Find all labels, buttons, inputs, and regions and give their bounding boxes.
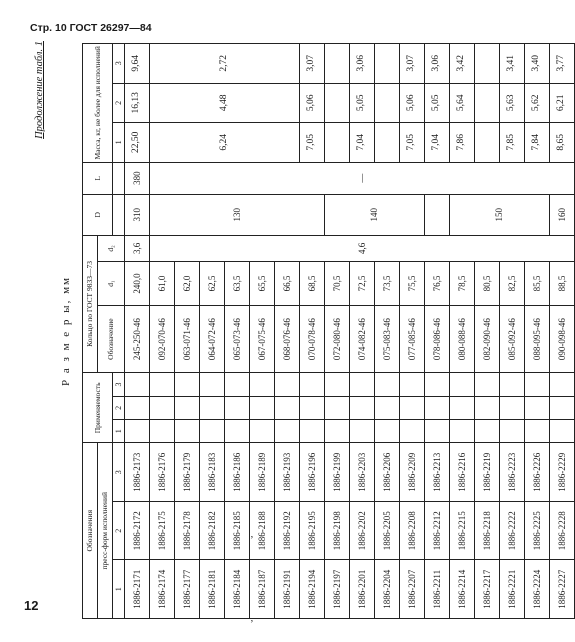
applicability-cell bbox=[250, 420, 275, 443]
col-num: 2 bbox=[113, 396, 125, 419]
press-form-code: 1886-2215 bbox=[450, 501, 475, 560]
col-num: 2 bbox=[113, 501, 125, 560]
mass-cell: 4,48 bbox=[150, 83, 300, 123]
table-row bbox=[350, 44, 375, 619]
mass-cell bbox=[375, 123, 400, 163]
press-form-code: 1886-2193 bbox=[275, 443, 300, 502]
scan-mark: ʼ bbox=[250, 534, 254, 546]
press-form-code: 1886-2206 bbox=[375, 443, 400, 502]
press-form-code: 1886-2198 bbox=[325, 501, 350, 560]
press-forms-header: пресс-форм исполнений bbox=[98, 443, 113, 619]
ring-d1: 80,5 bbox=[475, 262, 500, 306]
dim-l: — bbox=[150, 162, 575, 194]
applicability-cell bbox=[325, 396, 350, 419]
press-form-code: 1886-2178 bbox=[175, 501, 200, 560]
press-form-code: 1886-2179 bbox=[175, 443, 200, 502]
ring-gost-header: Кольцо по ГОСТ 9833—73 bbox=[83, 235, 98, 373]
mass-cell: 9,64 bbox=[125, 44, 150, 84]
ring-d1: 240,0 bbox=[125, 262, 150, 306]
mass-cell bbox=[325, 123, 350, 163]
ring-d2: 3,6 bbox=[125, 235, 150, 261]
press-form-code: 1886-2181 bbox=[200, 560, 225, 619]
applicability-cell bbox=[225, 396, 250, 419]
ring-d1: 70,5 bbox=[325, 262, 350, 306]
applicability-cell bbox=[200, 420, 225, 443]
ring-d1: 73,5 bbox=[375, 262, 400, 306]
table-row bbox=[475, 44, 500, 619]
press-form-code: 1886-2205 bbox=[375, 501, 400, 560]
press-form-code: 1886-2187 bbox=[250, 560, 275, 619]
rotated-table-block bbox=[26, 41, 567, 621]
press-form-code: 1886-2217 bbox=[475, 560, 500, 619]
applicability-cell bbox=[350, 420, 375, 443]
d-header: D bbox=[83, 194, 113, 235]
l-header: L bbox=[83, 162, 113, 194]
table-body bbox=[125, 44, 575, 619]
mass-cell: 3,06 bbox=[425, 44, 450, 84]
table-row bbox=[500, 44, 525, 619]
ring-designation: 085-092-46 bbox=[500, 305, 525, 372]
dim-d: 150 bbox=[450, 194, 550, 235]
ring-designation: 063-071-46 bbox=[175, 305, 200, 372]
col-num bbox=[113, 194, 125, 235]
press-form-code: 1886-2186 bbox=[225, 443, 250, 502]
applicability-cell bbox=[400, 396, 425, 419]
ring-designation: 072-080-46 bbox=[325, 305, 350, 372]
mass-cell: 7,05 bbox=[400, 123, 425, 163]
applicability-cell bbox=[225, 420, 250, 443]
press-form-code: 1886-2185 bbox=[225, 501, 250, 560]
applicability-cell bbox=[175, 420, 200, 443]
applicability-cell bbox=[175, 373, 200, 396]
page-header: Стр. 10 ГОСТ 26297—84 bbox=[30, 22, 152, 34]
applicability-cell bbox=[175, 396, 200, 419]
press-form-code: 1886-2174 bbox=[150, 560, 175, 619]
press-form-code: 1886-2188 bbox=[250, 501, 275, 560]
applicability-cell bbox=[375, 420, 400, 443]
applicability-cell bbox=[400, 373, 425, 396]
press-form-code: 1886-2182 bbox=[200, 501, 225, 560]
press-form-code: 1886-2214 bbox=[450, 560, 475, 619]
mass-cell: 5,05 bbox=[350, 83, 375, 123]
col-num: 3 bbox=[113, 443, 125, 502]
dim-d: 310 bbox=[125, 194, 150, 235]
press-form-code: 1886-2211 bbox=[425, 560, 450, 619]
applicability-cell bbox=[275, 373, 300, 396]
ring-designation: 074-082-46 bbox=[350, 305, 375, 372]
ring-d1: 72,5 bbox=[350, 262, 375, 306]
mass-cell: 8,65 bbox=[550, 123, 575, 163]
applicability-cell bbox=[375, 396, 400, 419]
col-num: 1 bbox=[113, 420, 125, 443]
applicability-cell bbox=[200, 396, 225, 419]
press-form-code: 1886-2225 bbox=[525, 501, 550, 560]
mass-cell: 5,05 bbox=[425, 83, 450, 123]
mass-cell: 7,04 bbox=[425, 123, 450, 163]
designation-header: Обозначения bbox=[83, 443, 98, 619]
press-form-code: 1886-2192 bbox=[275, 501, 300, 560]
press-form-code: 1886-2209 bbox=[400, 443, 425, 502]
table-row bbox=[400, 44, 425, 619]
press-form-code: 1886-2197 bbox=[325, 560, 350, 619]
ring-d1: 75,5 bbox=[400, 262, 425, 306]
ring-d1: 82,5 bbox=[500, 262, 525, 306]
mass-cell bbox=[475, 83, 500, 123]
continuation-label: Продолжение табл. 1 bbox=[34, 41, 45, 139]
ring-designation: 088-095-46 bbox=[525, 305, 550, 372]
table-row bbox=[125, 44, 150, 619]
ring-d1: 76,5 bbox=[425, 262, 450, 306]
applicability-cell bbox=[525, 420, 550, 443]
mass-cell: 3,41 bbox=[500, 44, 525, 84]
mass-cell: 3,07 bbox=[400, 44, 425, 84]
applicability-cell bbox=[300, 396, 325, 419]
applicability-cell bbox=[200, 373, 225, 396]
ring-designation: 090-098-46 bbox=[550, 305, 575, 372]
applicability-cell bbox=[450, 373, 475, 396]
applicability-cell bbox=[350, 373, 375, 396]
mass-cell: 7,04 bbox=[350, 123, 375, 163]
ring-designation: 064-072-46 bbox=[200, 305, 225, 372]
table-row bbox=[450, 44, 475, 619]
press-form-code: 1886-2207 bbox=[400, 560, 425, 619]
ring-d1: 63,5 bbox=[225, 262, 250, 306]
col-num: 3 bbox=[113, 44, 125, 84]
ring-designation: 067-075-46 bbox=[250, 305, 275, 372]
press-form-code: 1886-2196 bbox=[300, 443, 325, 502]
table-row bbox=[425, 44, 450, 619]
press-form-code: 1886-2171 bbox=[125, 560, 150, 619]
mass-cell: 3,77 bbox=[550, 44, 575, 84]
applicability-cell bbox=[475, 396, 500, 419]
mass-cell: 2,72 bbox=[150, 44, 300, 84]
applicability-cell bbox=[250, 396, 275, 419]
table-row bbox=[375, 44, 400, 619]
table-title: Р а з м е р ы, мм bbox=[60, 276, 72, 387]
press-form-code: 1886-2177 bbox=[175, 560, 200, 619]
applicability-cell bbox=[525, 373, 550, 396]
applicability-cell bbox=[500, 420, 525, 443]
press-form-code: 1886-2227 bbox=[550, 560, 575, 619]
applicability-header: Применяемость bbox=[83, 373, 113, 443]
applicability-cell bbox=[550, 373, 575, 396]
table-row bbox=[325, 44, 350, 619]
press-form-code: 1886-2183 bbox=[200, 443, 225, 502]
mass-cell: 5,64 bbox=[450, 83, 475, 123]
applicability-cell bbox=[450, 420, 475, 443]
page-number: 12 bbox=[24, 598, 39, 613]
press-form-code: 1886-2223 bbox=[500, 443, 525, 502]
press-form-code: 1886-2226 bbox=[525, 443, 550, 502]
dim-d: 130 bbox=[150, 194, 325, 235]
table-row bbox=[525, 44, 550, 619]
ring-designation: 080-088-46 bbox=[450, 305, 475, 372]
applicability-cell bbox=[150, 420, 175, 443]
press-form-code: 1886-2189 bbox=[250, 443, 275, 502]
ring-designation: 078-086-46 bbox=[425, 305, 450, 372]
ring-designation: 092-070-46 bbox=[150, 305, 175, 372]
applicability-cell bbox=[550, 420, 575, 443]
mass-cell bbox=[475, 123, 500, 163]
d1-header: d₁ bbox=[98, 262, 125, 306]
applicability-cell bbox=[550, 396, 575, 419]
applicability-cell bbox=[275, 420, 300, 443]
ring-designation: 075-083-46 bbox=[375, 305, 400, 372]
ring-designation: 065-073-46 bbox=[225, 305, 250, 372]
ring-d1: 65,5 bbox=[250, 262, 275, 306]
applicability-cell bbox=[300, 420, 325, 443]
press-form-code: 1886-2172 bbox=[125, 501, 150, 560]
mass-cell bbox=[375, 83, 400, 123]
ring-designation: 068-076-46 bbox=[275, 305, 300, 372]
ring-d1: 78,5 bbox=[450, 262, 475, 306]
applicability-cell bbox=[275, 396, 300, 419]
dim-l: 380 bbox=[125, 162, 150, 194]
mass-header: Масса, кг, не более для исполнений bbox=[83, 44, 113, 163]
dim-d bbox=[425, 194, 450, 235]
ring-d1: 85,5 bbox=[525, 262, 550, 306]
ring-d1: 66,5 bbox=[275, 262, 300, 306]
mass-cell: 7,85 bbox=[500, 123, 525, 163]
table-row bbox=[550, 44, 575, 619]
press-form-code: 1886-2224 bbox=[525, 560, 550, 619]
press-form-code: 1886-2228 bbox=[550, 501, 575, 560]
table-row bbox=[300, 44, 325, 619]
applicability-cell bbox=[525, 396, 550, 419]
ring-d2: 4,6 bbox=[150, 235, 575, 261]
applicability-cell bbox=[400, 420, 425, 443]
table-row bbox=[150, 44, 175, 619]
mass-cell: 3,40 bbox=[525, 44, 550, 84]
press-form-code: 1886-2175 bbox=[150, 501, 175, 560]
applicability-cell bbox=[450, 396, 475, 419]
applicability-cell bbox=[125, 420, 150, 443]
applicability-cell bbox=[500, 396, 525, 419]
mass-cell: 5,63 bbox=[500, 83, 525, 123]
applicability-cell bbox=[425, 420, 450, 443]
press-form-code: 1886-2222 bbox=[500, 501, 525, 560]
mass-cell bbox=[325, 83, 350, 123]
press-form-code: 1886-2191 bbox=[275, 560, 300, 619]
mass-cell: 6,24 bbox=[150, 123, 300, 163]
mass-cell: 3,07 bbox=[300, 44, 325, 84]
press-form-code: 1886-2212 bbox=[425, 501, 450, 560]
press-form-code: 1886-2216 bbox=[450, 443, 475, 502]
press-form-code: 1886-2199 bbox=[325, 443, 350, 502]
press-form-code: 1886-2229 bbox=[550, 443, 575, 502]
press-form-code: 1886-2176 bbox=[150, 443, 175, 502]
applicability-cell bbox=[425, 396, 450, 419]
mass-cell bbox=[325, 44, 350, 84]
ring-designation: 070-078-46 bbox=[300, 305, 325, 372]
press-form-code: 1886-2203 bbox=[350, 443, 375, 502]
applicability-cell bbox=[150, 373, 175, 396]
mass-cell: 22,50 bbox=[125, 123, 150, 163]
applicability-cell bbox=[500, 373, 525, 396]
dim-d: 160 bbox=[550, 194, 575, 235]
ring-d1: 88,5 bbox=[550, 262, 575, 306]
mass-cell: 5,06 bbox=[300, 83, 325, 123]
press-form-code: 1886-2208 bbox=[400, 501, 425, 560]
ring-d1: 62,0 bbox=[175, 262, 200, 306]
col-num bbox=[113, 162, 125, 194]
press-form-code: 1886-2173 bbox=[125, 443, 150, 502]
applicability-cell bbox=[425, 373, 450, 396]
press-form-code: 1886-2201 bbox=[350, 560, 375, 619]
mass-cell bbox=[475, 44, 500, 84]
mass-cell: 5,06 bbox=[400, 83, 425, 123]
press-form-code: 1886-2218 bbox=[475, 501, 500, 560]
press-form-code: 1886-2194 bbox=[300, 560, 325, 619]
press-form-code: 1886-2204 bbox=[375, 560, 400, 619]
ring-designation: 245-250-46 bbox=[125, 305, 150, 372]
ring-designation: 082-090-46 bbox=[475, 305, 500, 372]
mass-cell: 3,42 bbox=[450, 44, 475, 84]
press-form-code: 1886-2221 bbox=[500, 560, 525, 619]
mass-cell bbox=[375, 44, 400, 84]
d2-header: d₂ bbox=[98, 235, 125, 261]
ring-designation-header: Обозначение bbox=[98, 305, 125, 372]
scan-mark: ʼ bbox=[250, 618, 254, 630]
press-form-code: 1886-2195 bbox=[300, 501, 325, 560]
applicability-cell bbox=[475, 373, 500, 396]
mass-cell: 3,06 bbox=[350, 44, 375, 84]
ring-d1: 68,5 bbox=[300, 262, 325, 306]
press-form-code: 1886-2213 bbox=[425, 443, 450, 502]
mass-cell: 7,84 bbox=[525, 123, 550, 163]
ring-d1: 61,0 bbox=[150, 262, 175, 306]
ring-designation: 077-085-46 bbox=[400, 305, 425, 372]
col-num: 1 bbox=[113, 560, 125, 619]
applicability-cell bbox=[475, 420, 500, 443]
mass-cell: 7,05 bbox=[300, 123, 325, 163]
applicability-cell bbox=[325, 420, 350, 443]
dimensions-table bbox=[82, 43, 575, 619]
press-form-code: 1886-2219 bbox=[475, 443, 500, 502]
applicability-cell bbox=[150, 396, 175, 419]
applicability-cell bbox=[225, 373, 250, 396]
applicability-cell bbox=[350, 396, 375, 419]
col-num: 1 bbox=[113, 123, 125, 163]
ring-d1: 62,5 bbox=[200, 262, 225, 306]
applicability-cell bbox=[375, 373, 400, 396]
applicability-cell bbox=[125, 396, 150, 419]
mass-cell: 5,62 bbox=[525, 83, 550, 123]
applicability-cell bbox=[250, 373, 275, 396]
applicability-cell bbox=[325, 373, 350, 396]
applicability-cell bbox=[125, 373, 150, 396]
mass-cell: 6,21 bbox=[550, 83, 575, 123]
dim-d: 140 bbox=[325, 194, 425, 235]
col-num: 2 bbox=[113, 83, 125, 123]
press-form-code: 1886-2202 bbox=[350, 501, 375, 560]
col-num: 3 bbox=[113, 373, 125, 396]
mass-cell: 7,86 bbox=[450, 123, 475, 163]
applicability-cell bbox=[300, 373, 325, 396]
press-form-code: 1886-2184 bbox=[225, 560, 250, 619]
mass-cell: 16,13 bbox=[125, 83, 150, 123]
